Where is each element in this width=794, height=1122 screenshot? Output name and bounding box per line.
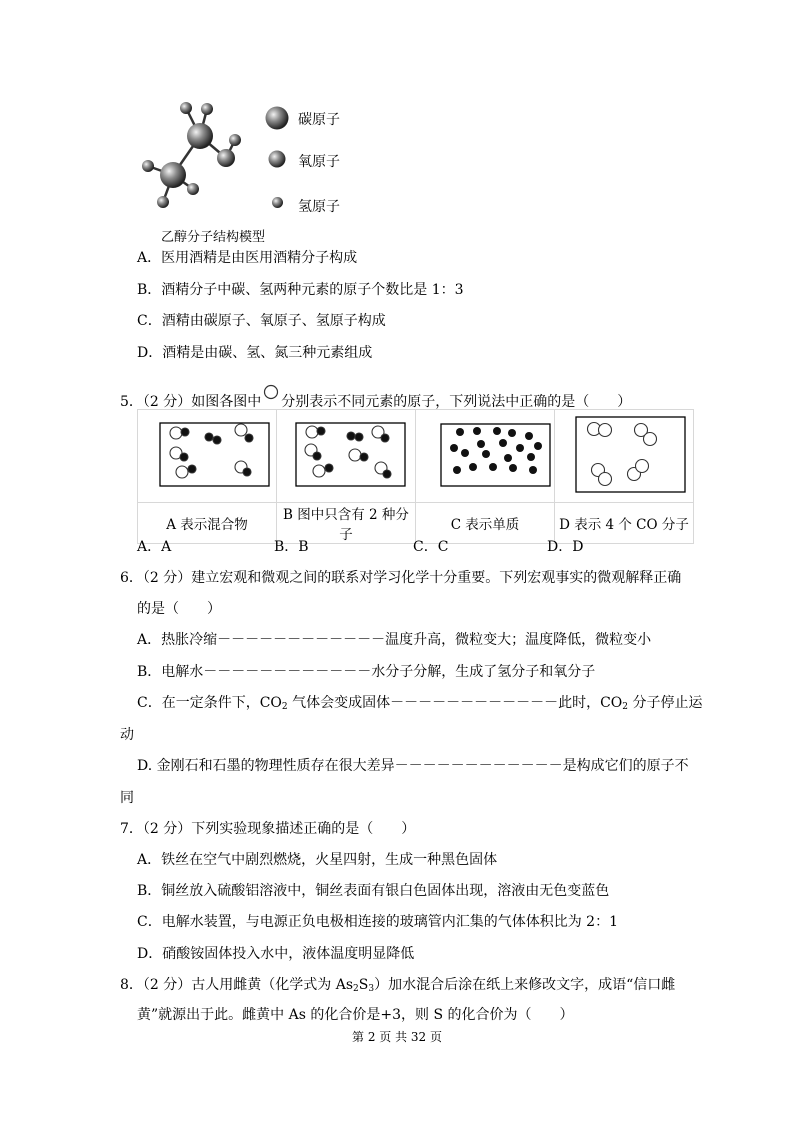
hydrogen-atom — [229, 134, 241, 146]
legend-carbon-label: 碳原子 — [298, 112, 340, 128]
q6-option-a: A．热胀冷缩－－－－－－－－－－－－温度升高，微粒变大；温度降低，微粒变小 — [137, 632, 652, 648]
q5-option-a: A．A — [137, 539, 172, 555]
hydrogen-atom — [157, 196, 169, 208]
q4-option-a: A．医用酒精是由医用酒精分子构成 — [137, 250, 358, 266]
carbon-atom — [187, 123, 213, 149]
q6-c-part2: 气体会变成固体－－－－－－－－－－－－此时，CO — [287, 695, 623, 711]
q8-sub1: 2 — [353, 984, 359, 994]
q5-diagram-c-cell — [416, 410, 555, 503]
open-circle-icon — [263, 384, 279, 400]
q5-diagram-table — [137, 409, 694, 544]
legend-hydrogen-label: 氢原子 — [298, 199, 340, 215]
q8-stem-line1 — [120, 976, 675, 998]
carbon-atom — [160, 162, 186, 188]
q6-option-b: B．电解水－－－－－－－－－－－－水分子分解，生成了氢分子和氧分子 — [137, 664, 596, 680]
q6-stem-line2: 的是（ ） — [137, 601, 221, 617]
q8-part2: S — [358, 977, 369, 993]
q7-option-a: A．铁丝在空气中剧烈燃烧，火星四射，生成一种黑色固体 — [137, 852, 498, 868]
q5-stem-after: 分别表示不同元素的原子，下列说法中正确的是（ ） — [281, 394, 632, 410]
diagram-b — [277, 410, 415, 498]
q7-option-d: D．硝酸铵固体投入水中，液体温度明显降低 — [137, 946, 415, 962]
q7-option-c: C．电解水装置，与电源正负电极相连接的玻璃管内汇集的气体体积比为 2：1 — [137, 914, 618, 930]
q6-option-d-wrap: 同 — [120, 790, 134, 806]
q6-option-c — [137, 694, 702, 716]
diagram-a — [138, 410, 276, 498]
q5-stem-before: 5．（2 分）如图各图中 — [120, 394, 262, 410]
q8-stem-line2: 黄”就源出于此。雌黄中 As 的化合价是+3，则 S 的化合价为（ ） — [137, 1007, 574, 1023]
q4-option-c: C．酒精由碳原子、氧原子、氢原子构成 — [137, 313, 386, 329]
q8-part3: ）加水混合后涂在纸上来修改文字，成语“信口雌 — [374, 977, 676, 993]
q7-option-b: B．铜丝放入硫酸铝溶液中，铜丝表面有银白色固体出现，溶液由无色变蓝色 — [137, 883, 610, 899]
q4-option-d: D．酒精是由碳、氢、氮三种元素组成 — [137, 345, 373, 361]
q5-option-c: C．C — [413, 539, 449, 555]
q5-diagram-b-cell — [277, 410, 416, 503]
q6-c-part1: C．在一定条件下，CO — [137, 695, 282, 711]
q5-option-b: B．B — [274, 539, 309, 555]
legend-hydrogen-icon — [271, 196, 284, 209]
q6-stem-line1: 6．（2 分）建立宏观和微观之间的联系对学习化学十分重要。下列宏观事实的微观解释正确 — [120, 570, 682, 586]
hydrogen-atom — [187, 183, 199, 195]
q5-label-b: B 图中只含有 2 种分子 — [277, 503, 416, 544]
hydrogen-atom — [142, 160, 154, 172]
legend-oxygen-icon — [267, 149, 287, 169]
q6-c-sub2: 2 — [622, 702, 629, 712]
q7-stem: 7．（2 分）下列实验现象描述正确的是（ ） — [120, 821, 416, 837]
page-footer: 第 2 页 共 32 页 — [352, 1030, 442, 1044]
q5-option-d: D．D — [547, 539, 584, 555]
legend-oxygen-label: 氧原子 — [298, 154, 340, 170]
oxygen-atom — [217, 149, 235, 167]
q5-diagram-d-cell — [555, 410, 694, 503]
q5-label-d: D 表示 4 个 CO 分子 — [555, 503, 694, 544]
figure-caption: 乙醇分子结构模型 — [161, 230, 266, 245]
q6-c-sub1: 2 — [281, 702, 288, 712]
diagram-d — [555, 410, 693, 498]
hydrogen-atom — [201, 103, 213, 115]
q4-option-b: B．酒精分子中碳、氢两种元素的原子个数比是 1：3 — [137, 282, 464, 298]
q5-label-a: A 表示混合物 — [138, 503, 277, 544]
diagram-c — [416, 410, 554, 498]
q5-stem — [120, 384, 631, 411]
q6-option-d: D. 金刚石和石墨的物理性质存在很大差异－－－－－－－－－－－－是构成它们的原子不 — [137, 758, 689, 774]
legend-carbon-icon — [264, 105, 290, 131]
q5-diagram-a-cell — [138, 410, 277, 503]
q6-c-part3: 分子停止运 — [628, 695, 703, 711]
q8-part1: 8．（2 分）古人用雌黄（化学式为 As — [120, 977, 354, 993]
q6-option-c-wrap: 动 — [120, 727, 134, 743]
q5-label-c: C 表示单质 — [416, 503, 555, 544]
ethanol-model-figure — [130, 92, 250, 222]
hydrogen-atom — [180, 102, 192, 114]
q8-sub2: 3 — [368, 984, 375, 994]
